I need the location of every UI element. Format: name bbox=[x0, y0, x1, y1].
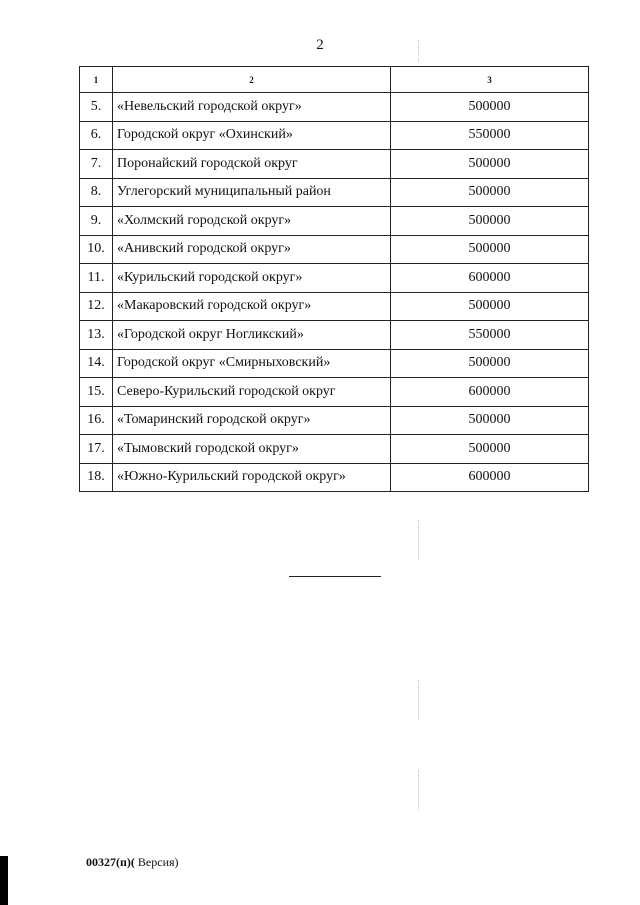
document-code-number: 00327(п)( bbox=[86, 855, 135, 869]
row-municipality: «Невельский городской округ» bbox=[113, 93, 391, 122]
row-amount: 500000 bbox=[391, 93, 589, 122]
table-row bbox=[80, 93, 589, 122]
row-number: 8. bbox=[80, 178, 113, 207]
table-row bbox=[80, 292, 589, 321]
row-municipality: «Холмский городской округ» bbox=[113, 207, 391, 236]
separator-line bbox=[289, 576, 381, 577]
row-municipality: «Городской округ Ногликский» bbox=[113, 321, 391, 350]
row-amount: 500000 bbox=[391, 207, 589, 236]
column-header-number: 1 bbox=[80, 67, 113, 93]
table-row bbox=[80, 406, 589, 435]
page-number: 2 bbox=[316, 37, 324, 53]
row-municipality: «Тымовский городской округ» bbox=[113, 435, 391, 464]
table-row bbox=[80, 121, 589, 150]
row-number: 11. bbox=[80, 264, 113, 293]
row-amount: 500000 bbox=[391, 235, 589, 264]
column-header-name: 2 bbox=[113, 67, 391, 93]
row-number: 16. bbox=[80, 406, 113, 435]
table-row bbox=[80, 321, 589, 350]
row-amount: 550000 bbox=[391, 321, 589, 350]
table-row bbox=[80, 435, 589, 464]
row-amount: 600000 bbox=[391, 264, 589, 293]
row-municipality: «Томаринский городской округ» bbox=[113, 406, 391, 435]
table-row bbox=[80, 178, 589, 207]
row-amount: 550000 bbox=[391, 121, 589, 150]
table-row bbox=[80, 349, 589, 378]
row-number: 10. bbox=[80, 235, 113, 264]
row-amount: 500000 bbox=[391, 349, 589, 378]
row-municipality: «Курильский городской округ» bbox=[113, 264, 391, 293]
row-amount: 600000 bbox=[391, 378, 589, 407]
row-municipality: «Макаровский городской округ» bbox=[113, 292, 391, 321]
scan-artifact-dots bbox=[418, 520, 419, 560]
row-amount: 500000 bbox=[391, 435, 589, 464]
row-amount: 500000 bbox=[391, 150, 589, 179]
table-row bbox=[80, 150, 589, 179]
document-code bbox=[86, 855, 179, 870]
table-row bbox=[80, 463, 589, 492]
row-number: 18. bbox=[80, 463, 113, 492]
table-row bbox=[80, 235, 589, 264]
table-row bbox=[80, 378, 589, 407]
row-number: 12. bbox=[80, 292, 113, 321]
row-municipality: «Анивский городской округ» bbox=[113, 235, 391, 264]
row-municipality: Северо-Курильский городской округ bbox=[113, 378, 391, 407]
row-municipality: Поронайский городской округ bbox=[113, 150, 391, 179]
scan-artifact-dots bbox=[418, 680, 419, 720]
row-amount: 500000 bbox=[391, 292, 589, 321]
allocation-table bbox=[79, 66, 589, 492]
scan-artifact-dots bbox=[418, 770, 419, 810]
row-number: 17. bbox=[80, 435, 113, 464]
row-amount: 500000 bbox=[391, 406, 589, 435]
row-number: 14. bbox=[80, 349, 113, 378]
document-code-version: Версия) bbox=[134, 855, 179, 869]
row-number: 13. bbox=[80, 321, 113, 350]
row-municipality: Углегорский муниципальный район bbox=[113, 178, 391, 207]
row-number: 9. bbox=[80, 207, 113, 236]
row-number: 7. bbox=[80, 150, 113, 179]
table-header-row bbox=[80, 67, 589, 93]
row-number: 5. bbox=[80, 93, 113, 122]
scan-artifact-dots bbox=[418, 40, 419, 62]
row-amount: 600000 bbox=[391, 463, 589, 492]
row-municipality: Городской округ «Смирныховский» bbox=[113, 349, 391, 378]
row-amount: 500000 bbox=[391, 178, 589, 207]
table-row bbox=[80, 207, 589, 236]
scan-edge-mark bbox=[0, 856, 8, 905]
row-number: 6. bbox=[80, 121, 113, 150]
row-number: 15. bbox=[80, 378, 113, 407]
table-row bbox=[80, 264, 589, 293]
row-municipality: «Южно-Курильский городской округ» bbox=[113, 463, 391, 492]
column-header-amount: 3 bbox=[391, 67, 589, 93]
row-municipality: Городской округ «Охинский» bbox=[113, 121, 391, 150]
